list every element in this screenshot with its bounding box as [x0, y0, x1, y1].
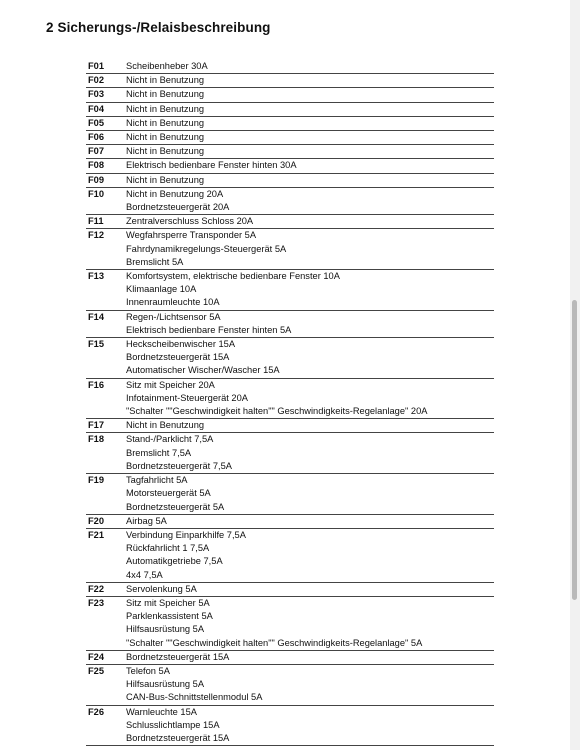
fuse-description-line: 4x4 7,5A [126, 569, 163, 580]
fuse-description [126, 74, 494, 88]
fuse-description [126, 310, 494, 337]
fuse-row [86, 596, 494, 650]
fuse-row [86, 215, 494, 229]
fuse-description-line: Elektrisch bedienbare Fenster hinten 30A [126, 160, 297, 171]
fuse-row [86, 88, 494, 102]
fuse-description-line: Bordnetzsteuergerät 5A [126, 501, 225, 512]
fuse-table-body [86, 60, 494, 746]
fuse-description-line: Hilfsausrüstung 5A [126, 679, 205, 690]
fuse-code: F04 [86, 102, 126, 116]
fuse-row [86, 310, 494, 337]
fuse-description-line: Motorsteuergerät 5A [126, 488, 211, 499]
fuse-description-line: Nicht in Benutzung [126, 75, 205, 86]
fuse-description-line: Automatikgetriebe 7,5A [126, 556, 223, 567]
fuse-description [126, 419, 494, 433]
fuse-code: F23 [86, 596, 126, 650]
fuse-description-line: Bordnetzsteuergerät 15A [126, 732, 230, 743]
fuse-code: F05 [86, 116, 126, 130]
fuse-description [126, 187, 494, 214]
fuse-code: F16 [86, 378, 126, 419]
fuse-description-line: Bordnetzsteuergerät 7,5A [126, 460, 232, 471]
fuse-code: F21 [86, 528, 126, 582]
fuse-row [86, 270, 494, 311]
fuse-description [126, 88, 494, 102]
fuse-description [126, 378, 494, 419]
fuse-description [126, 705, 494, 746]
fuse-description-line: Sitz mit Speicher 20A [126, 379, 215, 390]
fuse-row [86, 514, 494, 528]
fuse-description [126, 116, 494, 130]
fuse-row [86, 419, 494, 433]
fuse-description-line: Bordnetzsteuergerät 20A [126, 202, 230, 213]
fuse-description-line: Stand-/Parklicht 7,5A [126, 434, 214, 445]
fuse-code: F20 [86, 514, 126, 528]
fuse-row [86, 433, 494, 474]
page-title: 2 Sicherungs-/Relaisbeschreibung [46, 20, 271, 35]
fuse-row [86, 145, 494, 159]
fuse-code: F18 [86, 433, 126, 474]
fuse-description-line: Nicht in Benutzung 20A [126, 188, 224, 199]
fuse-description-line: Verbindung Einparkhilfe 7,5A [126, 529, 246, 540]
scrollbar-thumb[interactable] [572, 300, 577, 600]
fuse-description [126, 173, 494, 187]
fuse-row [86, 74, 494, 88]
fuse-row [86, 474, 494, 515]
fuse-description [126, 338, 494, 379]
fuse-description-line: Heckscheibenwischer 15A [126, 339, 236, 350]
fuse-description [126, 60, 494, 74]
fuse-description-line: Fahrdynamikregelungs-Steuergerät 5A [126, 243, 287, 254]
fuse-description-line: Nicht in Benutzung [126, 132, 205, 143]
scrollbar-track[interactable] [570, 0, 580, 750]
fuse-table [86, 60, 494, 746]
fuse-description [126, 596, 494, 650]
fuse-code: F10 [86, 187, 126, 214]
fuse-row [86, 102, 494, 116]
fuse-description-line: Warnleuchte 15A [126, 706, 197, 717]
fuse-code: F03 [86, 88, 126, 102]
fuse-code: F01 [86, 60, 126, 74]
fuse-row [86, 229, 494, 270]
fuse-description-line: Telefon 5A [126, 665, 170, 676]
fuse-description-line: Tagfahrlicht 5A [126, 475, 188, 486]
fuse-row [86, 159, 494, 173]
fuse-row [86, 60, 494, 74]
fuse-description-line: Nicht in Benutzung [126, 117, 205, 128]
fuse-description-line: Innenraumleuchte 10A [126, 297, 220, 308]
fuse-description [126, 102, 494, 116]
fuse-description-line: Parklenkassistent 5A [126, 611, 213, 622]
fuse-description-line: CAN-Bus-Schnittstellenmodul 5A [126, 692, 263, 703]
fuse-code: F24 [86, 650, 126, 664]
fuse-description-line: Bordnetzsteuergerät 15A [126, 651, 230, 662]
fuse-description-line: Bremslicht 5A [126, 256, 184, 267]
fuse-description-line: Wegfahrsperre Transponder 5A [126, 230, 257, 241]
fuse-code: F12 [86, 229, 126, 270]
fuse-description [126, 131, 494, 145]
fuse-description [126, 582, 494, 596]
fuse-description [126, 215, 494, 229]
fuse-row [86, 378, 494, 419]
fuse-code: F11 [86, 215, 126, 229]
fuse-description [126, 433, 494, 474]
fuse-description [126, 229, 494, 270]
fuse-description-line: Nicht in Benutzung [126, 89, 205, 100]
fuse-description-line: Elektrisch bedienbare Fenster hinten 5A [126, 324, 292, 335]
fuse-description-line: Automatischer Wischer/Wascher 15A [126, 365, 280, 376]
fuse-description-line: Bordnetzsteuergerät 15A [126, 352, 230, 363]
fuse-code: F02 [86, 74, 126, 88]
fuse-description [126, 474, 494, 515]
fuse-row [86, 173, 494, 187]
fuse-description [126, 528, 494, 582]
fuse-row [86, 705, 494, 746]
fuse-row [86, 338, 494, 379]
fuse-code: F13 [86, 270, 126, 311]
fuse-code: F19 [86, 474, 126, 515]
fuse-row [86, 528, 494, 582]
fuse-row [86, 582, 494, 596]
fuse-description-line: Nicht in Benutzung [126, 420, 205, 431]
fuse-row [86, 131, 494, 145]
fuse-description-line: Bremslicht 7,5A [126, 447, 192, 458]
fuse-row [86, 116, 494, 130]
fuse-code: F22 [86, 582, 126, 596]
fuse-code: F06 [86, 131, 126, 145]
fuse-description-line: "Schalter ""Geschwindigkeit halten"" Geschwindigkeits-Regelanlage" 20A [126, 406, 428, 417]
fuse-description-line: Sitz mit Speicher 5A [126, 597, 210, 608]
fuse-row [86, 650, 494, 664]
fuse-code: F17 [86, 419, 126, 433]
fuse-code: F07 [86, 145, 126, 159]
fuse-row [86, 664, 494, 705]
fuse-description-line: Servolenkung 5A [126, 583, 197, 594]
fuse-description [126, 650, 494, 664]
fuse-description-line: Zentralverschluss Schloss 20A [126, 216, 254, 227]
fuse-code: F08 [86, 159, 126, 173]
fuse-code: F09 [86, 173, 126, 187]
fuse-code: F26 [86, 705, 126, 746]
fuse-description-line: Schlusslichtlampe 15A [126, 719, 220, 730]
fuse-description-line: Airbag 5A [126, 515, 167, 526]
fuse-description-line: Rückfahrlicht 1 7,5A [126, 543, 210, 554]
fuse-description [126, 514, 494, 528]
fuse-description-line: Klimaanlage 10A [126, 284, 197, 295]
fuse-code: F14 [86, 310, 126, 337]
fuse-description-line: "Schalter ""Geschwindigkeit halten"" Geschwindigkeits-Regelanlage" 5A [126, 637, 423, 648]
fuse-row [86, 187, 494, 214]
fuse-description-line: Nicht in Benutzung [126, 146, 205, 157]
fuse-description-line: Regen-/Lichtsensor 5A [126, 311, 221, 322]
fuse-code: F25 [86, 664, 126, 705]
fuse-description-line: Komfortsystem, elektrische bedienbare Fenster 10A [126, 271, 340, 282]
fuse-description [126, 159, 494, 173]
fuse-description-line: Hilfsausrüstung 5A [126, 624, 205, 635]
fuse-description [126, 664, 494, 705]
fuse-description [126, 270, 494, 311]
fuse-description-line: Nicht in Benutzung [126, 103, 205, 114]
fuse-description-line: Infotainment-Steuergerät 20A [126, 392, 248, 403]
fuse-description-line: Nicht in Benutzung [126, 174, 205, 185]
fuse-description-line: Scheibenheber 30A [126, 61, 208, 71]
fuse-code: F15 [86, 338, 126, 379]
fuse-description [126, 145, 494, 159]
